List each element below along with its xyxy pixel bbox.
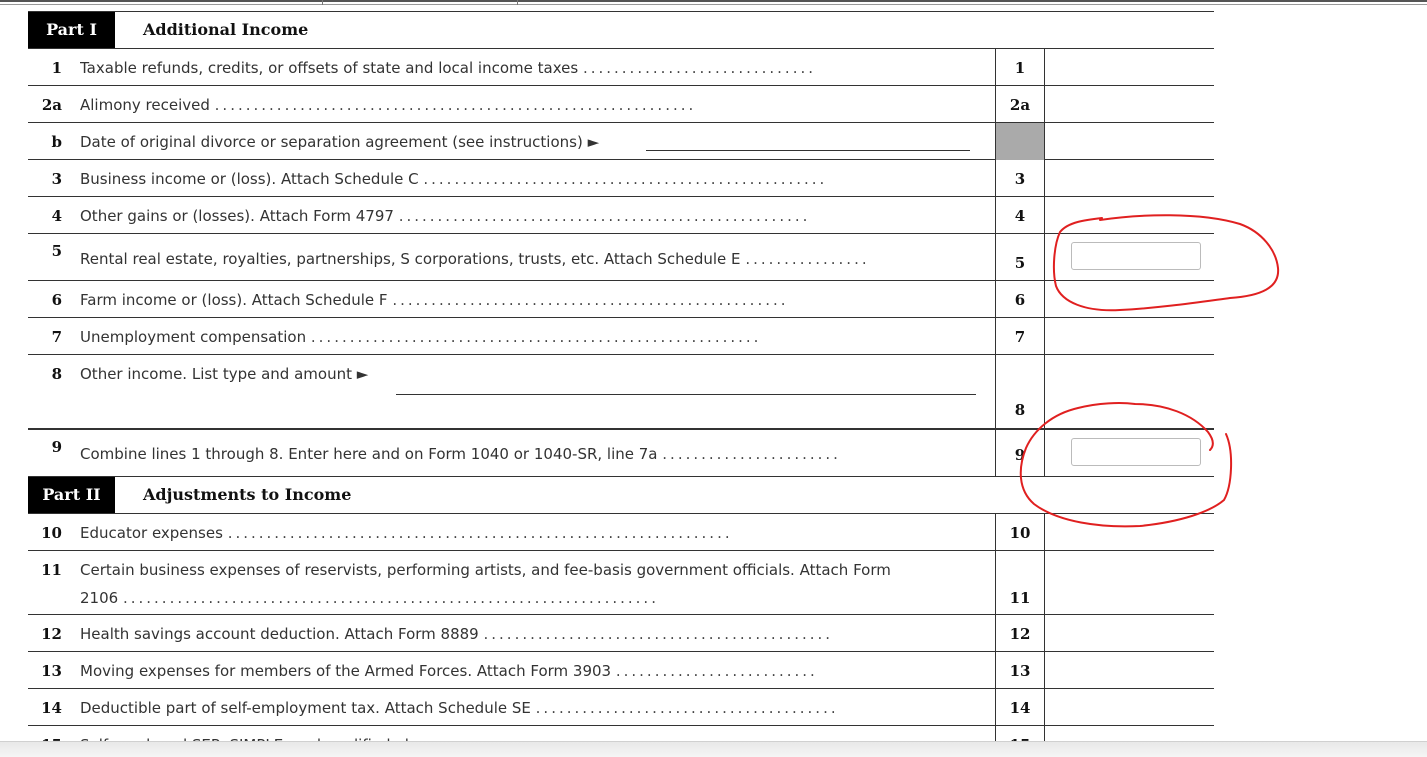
part-1-title: Additional Income xyxy=(143,20,309,39)
line-11-text: Certain business expenses of reservists, performing artists, and fee-basis government officials. Attach Form xyxy=(80,561,891,579)
line-label: 2106 ..................................................................... xyxy=(80,589,659,607)
line-2a-row xyxy=(28,86,1214,123)
line-number: b xyxy=(51,133,62,151)
line-13-text: Moving expenses for members of the Armed Forces. Attach Form 3903 xyxy=(80,662,612,680)
line-box-number xyxy=(995,234,1045,281)
line-12-box: 12 xyxy=(1009,625,1031,643)
line-9-text: Combine lines 1 through 8. Enter here and on Form 1040 or 1040-SR, line 7a xyxy=(80,445,658,463)
line-label: Other gains or (losses). Attach Form 4797 ..................................................... xyxy=(80,207,811,225)
line-box-number xyxy=(995,49,1045,86)
line-1-row xyxy=(28,49,1214,86)
line-9-box: 9 xyxy=(1014,446,1026,464)
line-box-number xyxy=(995,355,1045,429)
line-label: Combine lines 1 through 8. Enter here and on Form 1040 or 1040-SR, line 7a ....................... xyxy=(80,445,841,463)
top-rule-thin xyxy=(0,4,1427,5)
line-11-box: 11 xyxy=(1009,589,1031,607)
part-2-header xyxy=(28,477,1214,514)
line-number: 8 xyxy=(51,365,62,383)
line-number: 13 xyxy=(41,662,62,680)
line-5-amount-input[interactable] xyxy=(1071,242,1201,270)
line-7-row xyxy=(28,318,1214,355)
line-box-number xyxy=(995,652,1045,689)
line-3-text: Business income or (loss). Attach Schedule C xyxy=(80,170,419,188)
line-label: Moving expenses for members of the Armed Forces. Attach Form 3903 .......................... xyxy=(80,662,818,680)
line-6-text: Farm income or (loss). Attach Schedule F xyxy=(80,291,388,309)
line-6-row xyxy=(28,281,1214,318)
line-box-number xyxy=(995,514,1045,551)
line-box-number xyxy=(995,689,1045,726)
line-number: 7 xyxy=(51,328,62,346)
top-rule xyxy=(0,0,1427,2)
shaded-box xyxy=(995,123,1045,160)
line-2b-text: Date of original divorce or separation agreement (see instructions) ► xyxy=(80,133,600,151)
line-box-number xyxy=(995,160,1045,197)
part-2-title: Adjustments to Income xyxy=(143,485,352,504)
line-6-box: 6 xyxy=(1014,291,1026,309)
line-2a-box: 2a xyxy=(1009,96,1031,114)
line-3-box: 3 xyxy=(1014,170,1026,188)
line-box-number xyxy=(995,318,1045,355)
line-12-row xyxy=(28,615,1214,652)
line-box-number xyxy=(995,86,1045,123)
line-label: Unemployment compensation .......................................................... xyxy=(80,328,762,346)
line-label: Deductible part of self-employment tax. Attach Schedule SE ....................................... xyxy=(80,699,839,717)
line-label: Taxable refunds, credits, or offsets of state and local income taxes .............................. xyxy=(80,59,816,77)
line-label: Educator expenses ................................................................. xyxy=(80,524,733,542)
line-box-number xyxy=(995,551,1045,615)
line-14-row xyxy=(28,689,1214,726)
line-label: Rental real estate, royalties, partnerships, S corporations, trusts, etc. Attach Schedule E ................ xyxy=(80,250,870,268)
line-number: 9 xyxy=(51,438,62,456)
line-5-row xyxy=(28,234,1214,281)
line-9-row xyxy=(28,429,1214,477)
line-8-row xyxy=(28,355,1214,429)
part-2-label: Part II xyxy=(28,477,115,513)
line-10-text: Educator expenses xyxy=(80,524,223,542)
line-number: 11 xyxy=(41,561,62,579)
line-box-number xyxy=(995,615,1045,652)
line-label: Business income or (loss). Attach Schedule C .................................................... xyxy=(80,170,828,188)
line-9-amount-input[interactable] xyxy=(1071,438,1201,466)
line-box-number xyxy=(995,281,1045,318)
line-number: 1 xyxy=(51,59,62,77)
line-5-box: 5 xyxy=(1014,254,1026,272)
line-8-text: Other income. List type and amount ► xyxy=(80,365,369,383)
line-10-box: 10 xyxy=(1009,524,1031,542)
line-12-text: Health savings account deduction. Attach Form 8889 xyxy=(80,625,479,643)
line-label: Farm income or (loss). Attach Schedule F ................................................... xyxy=(80,291,789,309)
line-box-number xyxy=(995,197,1045,234)
line-label: Alimony received .............................................................. xyxy=(80,96,697,114)
line-number: 3 xyxy=(51,170,62,188)
line-13-row xyxy=(28,652,1214,689)
line-14-text: Deductible part of self-employment tax. Attach Schedule SE xyxy=(80,699,531,717)
line-number: 12 xyxy=(41,625,62,643)
line-2b-row xyxy=(28,123,1214,160)
line-3-row xyxy=(28,160,1214,197)
schedule-1-form xyxy=(28,12,1214,757)
part-1-header xyxy=(28,12,1214,49)
top-tick xyxy=(517,0,518,5)
line-box-number xyxy=(995,430,1045,477)
line-7-text: Unemployment compensation xyxy=(80,328,307,346)
line-number: 5 xyxy=(51,242,62,260)
line-number: 10 xyxy=(41,524,62,542)
line-14-box: 14 xyxy=(1009,699,1031,717)
line-11-row xyxy=(28,551,1214,615)
top-tick xyxy=(322,0,323,5)
line-number: 14 xyxy=(41,699,62,717)
line-13-box: 13 xyxy=(1009,662,1031,680)
line-10-row xyxy=(28,514,1214,551)
line-number: 6 xyxy=(51,291,62,309)
line-number: 4 xyxy=(51,207,62,225)
line-1-text: Taxable refunds, credits, or offsets of state and local income taxes xyxy=(80,59,579,77)
line-7-box: 7 xyxy=(1014,328,1026,346)
line-4-box: 4 xyxy=(1014,207,1026,225)
line-5-text: Rental real estate, royalties, partnerships, S corporations, trusts, etc. Attach Schedule E xyxy=(80,250,741,268)
line-1-box: 1 xyxy=(1014,59,1026,77)
line-4-row xyxy=(28,197,1214,234)
line-4-text: Other gains or (losses). Attach Form 4797 xyxy=(80,207,394,225)
line-number: 2a xyxy=(41,96,62,114)
line-label: Health savings account deduction. Attach Form 8889 ............................................. xyxy=(80,625,834,643)
line-8-box: 8 xyxy=(1014,401,1026,419)
line-11-text-cont: 2106 xyxy=(80,589,119,607)
other-income-field-1[interactable] xyxy=(396,394,976,395)
part-1-label: Part I xyxy=(28,12,115,48)
divorce-date-field[interactable] xyxy=(646,150,970,151)
line-2a-text: Alimony received xyxy=(80,96,210,114)
bottom-scroll-edge xyxy=(0,741,1427,757)
